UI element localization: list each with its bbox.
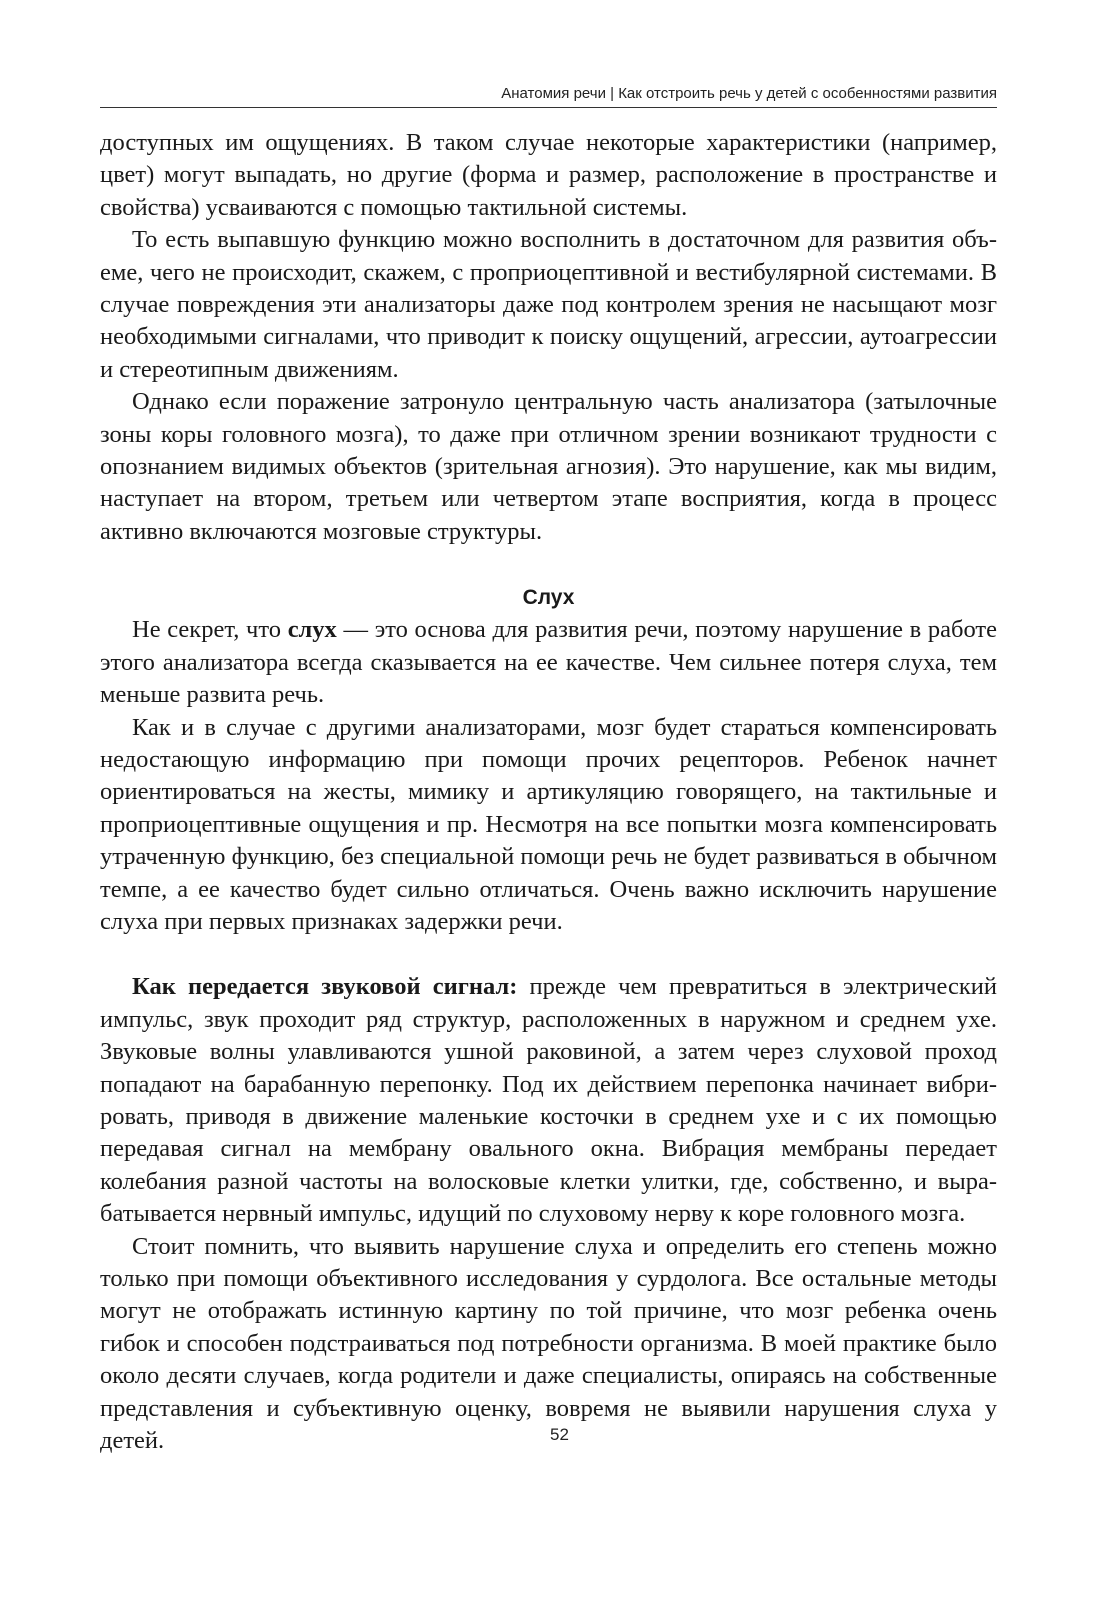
header-rule — [100, 107, 997, 108]
paragraph-5: Как и в случае с другими анализаторами, мозг будет стараться компенсировать недостающую информацию при помощи прочих рецепторов. Ребенок начнет ориентироваться на жесты, мимику и артикуляцию говорящего, на тактильные и проприоцептивные ощущения и пр. Несмотря на все попытки мозга компенсировать утраченную функцию, без специальной помощи речь не будет развиваться в обычном темпе, а ее качество будет сильно отличаться. Очень важно исключить нарушение слуха при первых признаках задержки речи. — [100, 713, 997, 935]
term-hearing: слух — [287, 616, 337, 644]
page-number: 52 — [550, 1425, 569, 1444]
running-header: Анатомия речи | Как отстроить речь у детей с особенностями развития — [501, 85, 997, 102]
paragraph-spacer — [100, 938, 997, 971]
section-spacer — [100, 548, 997, 582]
section-heading: Слух — [522, 586, 575, 610]
paragraph-4-rest: — это основа для развития речи, поэтому нарушение в работе этого анализатора всегда сказывается на ее качестве. Чем сильнее потеря слуха, тем меньше развита речь. — [100, 616, 998, 709]
inline-heading-sound-signal: Как передается звуковой сигнал: — [132, 973, 518, 1001]
paragraph-4 — [100, 614, 997, 711]
body-text — [100, 127, 997, 1457]
paragraph-3: Однако если поражение затронуло центральную часть анализатора (затылочные зоны коры головного мозга), то даже при отличном зрении возникают трудности с опознанием видимых объектов (зрительная агнозия). Это нарушение, как мы видим, наступает на втором, третьем или четвертом этапе восприятия, когда в процесс активно включаются мозговые структуры. — [100, 388, 997, 545]
paragraph-1: доступных им ощущениях. В таком случае некоторые характеристики (например, цвет) могут выпадать, но другие (форма и размер, расположение в пространстве и свойства) усваиваются с помощью тактильной системы. — [100, 129, 997, 221]
paragraph-6 — [100, 971, 997, 1230]
paragraph-7: Стоит помнить, что выявить нарушение слуха и определить его степень можно только при помощи объективного исследования у сурдолога. Все остальные методы могут не отображать истинную картину по той причине, что мозг ребенка очень гибок и способен подстраиваться под потребности организма. В моей практике было около десяти случаев, когда родители и даже специалисты, опираясь на собственные представления и субъективную оценку, вовремя не выявили нарушения слуха у детей. — [100, 1232, 997, 1455]
paragraph-6-rest: прежде чем превратиться в электрический импульс, звук проходит ряд структур, расположенных в наружном и среднем ухе. Звуковые волны улавливаются ушной раковиной, а затем через слуховой проход попадают на барабанную перепонку. Под их действием перепонка начинает вибрировать, приводя в движение маленькие косточки в среднем ухе и с их помощью передавая сигнал на мембрану овального окна. Вибрация мембраны передает колебания разной частоты на волосковые клетки улитки, где, собственно, и вырабатывается нервный импульс, идущий по слуховому нерву к коре головного мозга. — [100, 973, 997, 1228]
paragraph-4-lead: Не секрет, что — [132, 616, 281, 644]
paragraph-2: То есть выпавшую функцию можно восполнить в достаточном для развития объеме, чего не происходит, скажем, с проприоцептивной и вестибулярной системами. В случае повреждения эти анализаторы даже под контролем зрения не насыщают мозг необходимыми сигналами, что приводит к поиску ощущений, агрессии, аутоагрессии и стереотипным движениям. — [100, 226, 997, 383]
